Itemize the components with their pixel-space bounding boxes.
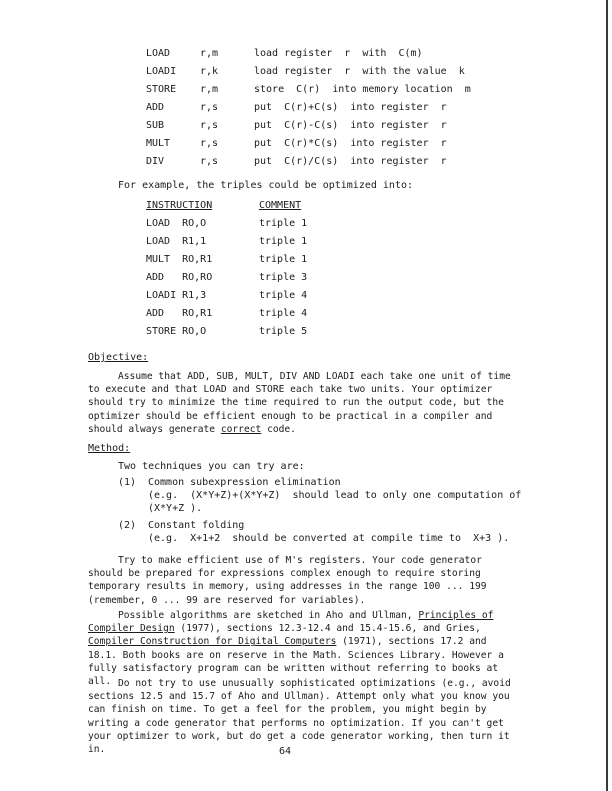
algorithms-text-1: Possible algorithms are sketched in Aho and Ullman, bbox=[118, 610, 419, 621]
code-cell-comment: triple 4 bbox=[259, 308, 308, 319]
instr-op: LOADI bbox=[146, 66, 177, 77]
instr-args: r,s bbox=[200, 156, 219, 167]
algorithms-text-2: (1977), sections 12.3-12.4 and 15.4-15.6, and Gries, bbox=[174, 623, 481, 635]
book-title-gries: Compiler Construction for Digital Computers bbox=[88, 636, 337, 648]
objective-heading: Objective: bbox=[88, 352, 149, 363]
method-item-example: (e.g. X+1+2 should be converted at compile time to X+3 ). bbox=[148, 533, 510, 544]
instr-args: r,s bbox=[200, 138, 219, 149]
method-item-number: (2) bbox=[118, 520, 137, 531]
algorithms-text-3: (1971), sections 17.2 and 18.1. Both books are on reserve in the Math. Sciences Library. However a fully satisfactory program can be written without referring to books at all. bbox=[88, 636, 504, 688]
instr-desc: load register r with C(m) bbox=[254, 48, 423, 59]
objective-emphasis: correct bbox=[220, 423, 262, 435]
instr-desc: put C(r)+C(s) into register r bbox=[254, 102, 447, 113]
column-header-comment: COMMENT bbox=[259, 200, 302, 211]
column-header-instruction: INSTRUCTION bbox=[146, 200, 213, 211]
instr-args: r,s bbox=[200, 120, 219, 131]
page-number: 64 bbox=[278, 746, 292, 757]
method-item-title: Constant folding bbox=[148, 520, 245, 531]
code-cell-instruction: ADD RO,RO bbox=[146, 272, 213, 283]
code-cell-instruction: LOADI R1,3 bbox=[146, 290, 207, 301]
code-cell-comment: triple 1 bbox=[259, 236, 308, 247]
code-cell-instruction: LOAD R1,1 bbox=[146, 236, 207, 247]
code-cell-instruction: ADD RO,R1 bbox=[146, 308, 213, 319]
example-intro: For example, the triples could be optimized into: bbox=[118, 180, 414, 191]
instr-desc: store C(r) into memory location m bbox=[254, 84, 471, 95]
instr-desc: put C(r)/C(s) into register r bbox=[254, 156, 447, 167]
instr-op: SUB bbox=[146, 120, 165, 131]
page-edge-line bbox=[606, 0, 608, 791]
registers-paragraph: Try to make efficient use of M's registers. Your code generator should be prepared for expressions complex enough to require storing temporary results in memory, using addresses in the range 100 ... 199 (remember, 0 ... 99 are reserved for variables). bbox=[88, 555, 487, 606]
instr-op: STORE bbox=[146, 84, 177, 95]
instr-desc: load register r with the value k bbox=[254, 66, 465, 77]
instr-op: ADD bbox=[146, 102, 165, 113]
objective-text-end: code. bbox=[261, 423, 296, 435]
code-cell-instruction: MULT RO,R1 bbox=[146, 254, 213, 265]
instr-op: MULT bbox=[146, 138, 171, 149]
instr-op: LOAD bbox=[146, 48, 171, 59]
method-heading: Method: bbox=[88, 443, 131, 454]
instr-op: DIV bbox=[146, 156, 165, 167]
advice-paragraph: Do not try to use unusually sophisticated optimizations (e.g., avoid sections 12.5 and 15.7 of Aho and Ullman). Attempt only what you know you can finish on time. To get a feel for the problem, you might begin by writing a code generator that performs no optimization. If you can't get your optimizer to work, but do get a code generator working, then turn it in. bbox=[88, 678, 511, 756]
method-item-example: (e.g. (X*Y+Z)+(X*Y+Z) should lead to only one computation of bbox=[148, 490, 522, 501]
code-cell-comment: triple 1 bbox=[259, 218, 308, 229]
objective-text-start: Assume that ADD, SUB, MULT, DIV AND LOADI each take one unit of time to execute and that LOAD and STORE each take two units. Your optimizer should try to minimize the time required to run the output code, but the optimizer should be efficient enough to be practical in a compiler and should always generate bbox=[88, 371, 511, 435]
method-item-number: (1) bbox=[118, 477, 137, 488]
code-cell-instruction: LOAD RO,O bbox=[146, 218, 207, 229]
method-item-title: Common subexpression elimination bbox=[148, 477, 341, 488]
instr-desc: put C(r)-C(s) into register r bbox=[254, 120, 447, 131]
instr-args: r,m bbox=[200, 48, 219, 59]
method-intro: Two techniques you can try are: bbox=[118, 461, 305, 472]
book-title-aho-ullman: Principles of Compiler Design bbox=[88, 610, 494, 635]
instr-args: r,k bbox=[200, 66, 219, 77]
code-cell-comment: triple 5 bbox=[259, 326, 308, 337]
code-cell-comment: triple 3 bbox=[259, 272, 308, 283]
objective-paragraph bbox=[88, 370, 520, 436]
instr-desc: put C(r)*C(s) into register r bbox=[254, 138, 447, 149]
code-cell-comment: triple 1 bbox=[259, 254, 308, 265]
instr-args: r,s bbox=[200, 102, 219, 113]
instr-args: r,m bbox=[200, 84, 219, 95]
code-cell-instruction: STORE RO,O bbox=[146, 326, 207, 337]
method-item-example-cont: (X*Y+Z ). bbox=[148, 503, 203, 514]
code-cell-comment: triple 4 bbox=[259, 290, 308, 301]
